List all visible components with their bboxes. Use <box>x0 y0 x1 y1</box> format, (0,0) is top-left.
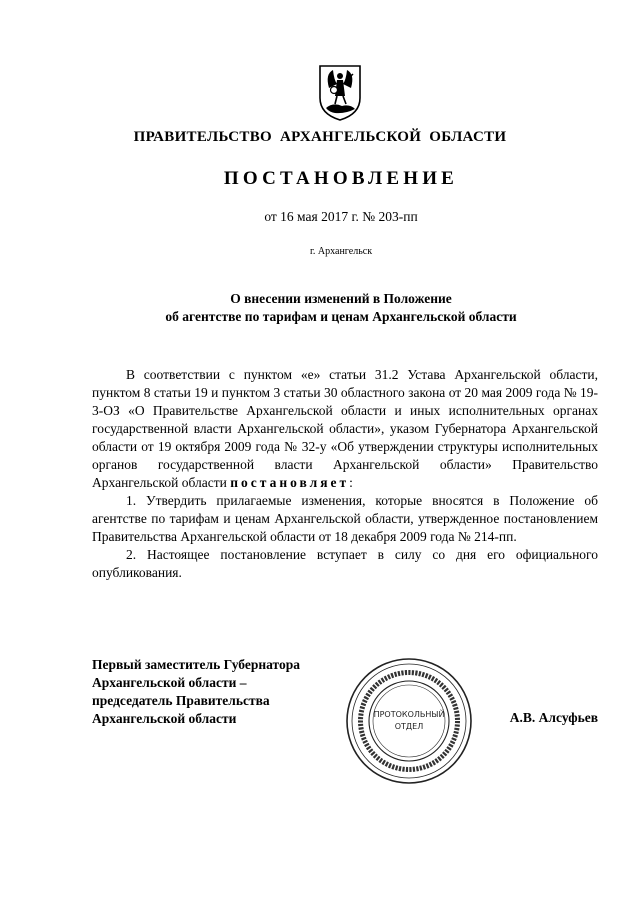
item-1-paragraph: 1. Утвердить прилагаемые изменения, которые вносятся в Положение об агентстве по тарифам и ценам Архангельской области, утвержденное постановлением Правительства Архангельской области от 18 декабря 2009 года № 214-пп. <box>92 493 598 544</box>
signer-position-line-4: Архангельской области <box>92 711 237 726</box>
decree-word: постановляет <box>230 475 350 490</box>
signer-position <box>92 656 300 728</box>
title-line-2: об агентстве по тарифам и ценам Архангельской области <box>165 309 517 324</box>
signer-position-line-3: председатель Правительства <box>92 693 270 708</box>
document-body <box>92 366 598 582</box>
item-2-paragraph: 2. Настоящее постановление вступает в силу со дня его официального опубликования. <box>92 547 598 580</box>
preamble-text: В соответствии с пунктом «е» статьи 31.2 Устава Архангельской области, пунктом 8 статьи 19 и пунктом 3 статьи 30 областного закона от 20 мая 2009 года № 19-3-ОЗ «О Правительстве Архангельской области и иных исполнительных органах государственной власти Архангельской области», указом Губернатора Архангельской области от 19 октября 2009 года № 32-у «Об утверждении структуры исполнительных органов государственной власти Архангельской области» Правительство Архангельской области <box>92 367 598 490</box>
signer-name: А.В. Алсуфьев <box>509 710 598 725</box>
document-type: ПОСТАНОВЛЕНИЕ <box>223 168 459 189</box>
seal-center-line-1: ПРОТОКОЛЬНЫЙ <box>373 710 445 719</box>
government-name: ПРАВИТЕЛЬСТВО АРХАНГЕЛЬСКОЙ ОБЛАСТИ <box>133 129 507 145</box>
preamble-paragraph <box>92 366 598 492</box>
official-seal-stamp-icon <box>344 656 474 786</box>
document-date-number: от 16 мая 2017 г. № 203-пп <box>264 209 418 224</box>
document-title <box>0 290 640 326</box>
signer-position-line-2: Архангельской области – <box>92 675 247 690</box>
coat-of-arms-icon <box>315 62 365 122</box>
decree-colon: : <box>349 475 353 490</box>
title-line-1: О внесении изменений в Положение <box>230 291 452 306</box>
document-city: г. Архангельск <box>309 246 373 257</box>
signer-position-line-1: Первый заместитель Губернатора <box>92 657 300 672</box>
seal-center-line-2: ОТДЕЛ <box>394 722 424 731</box>
